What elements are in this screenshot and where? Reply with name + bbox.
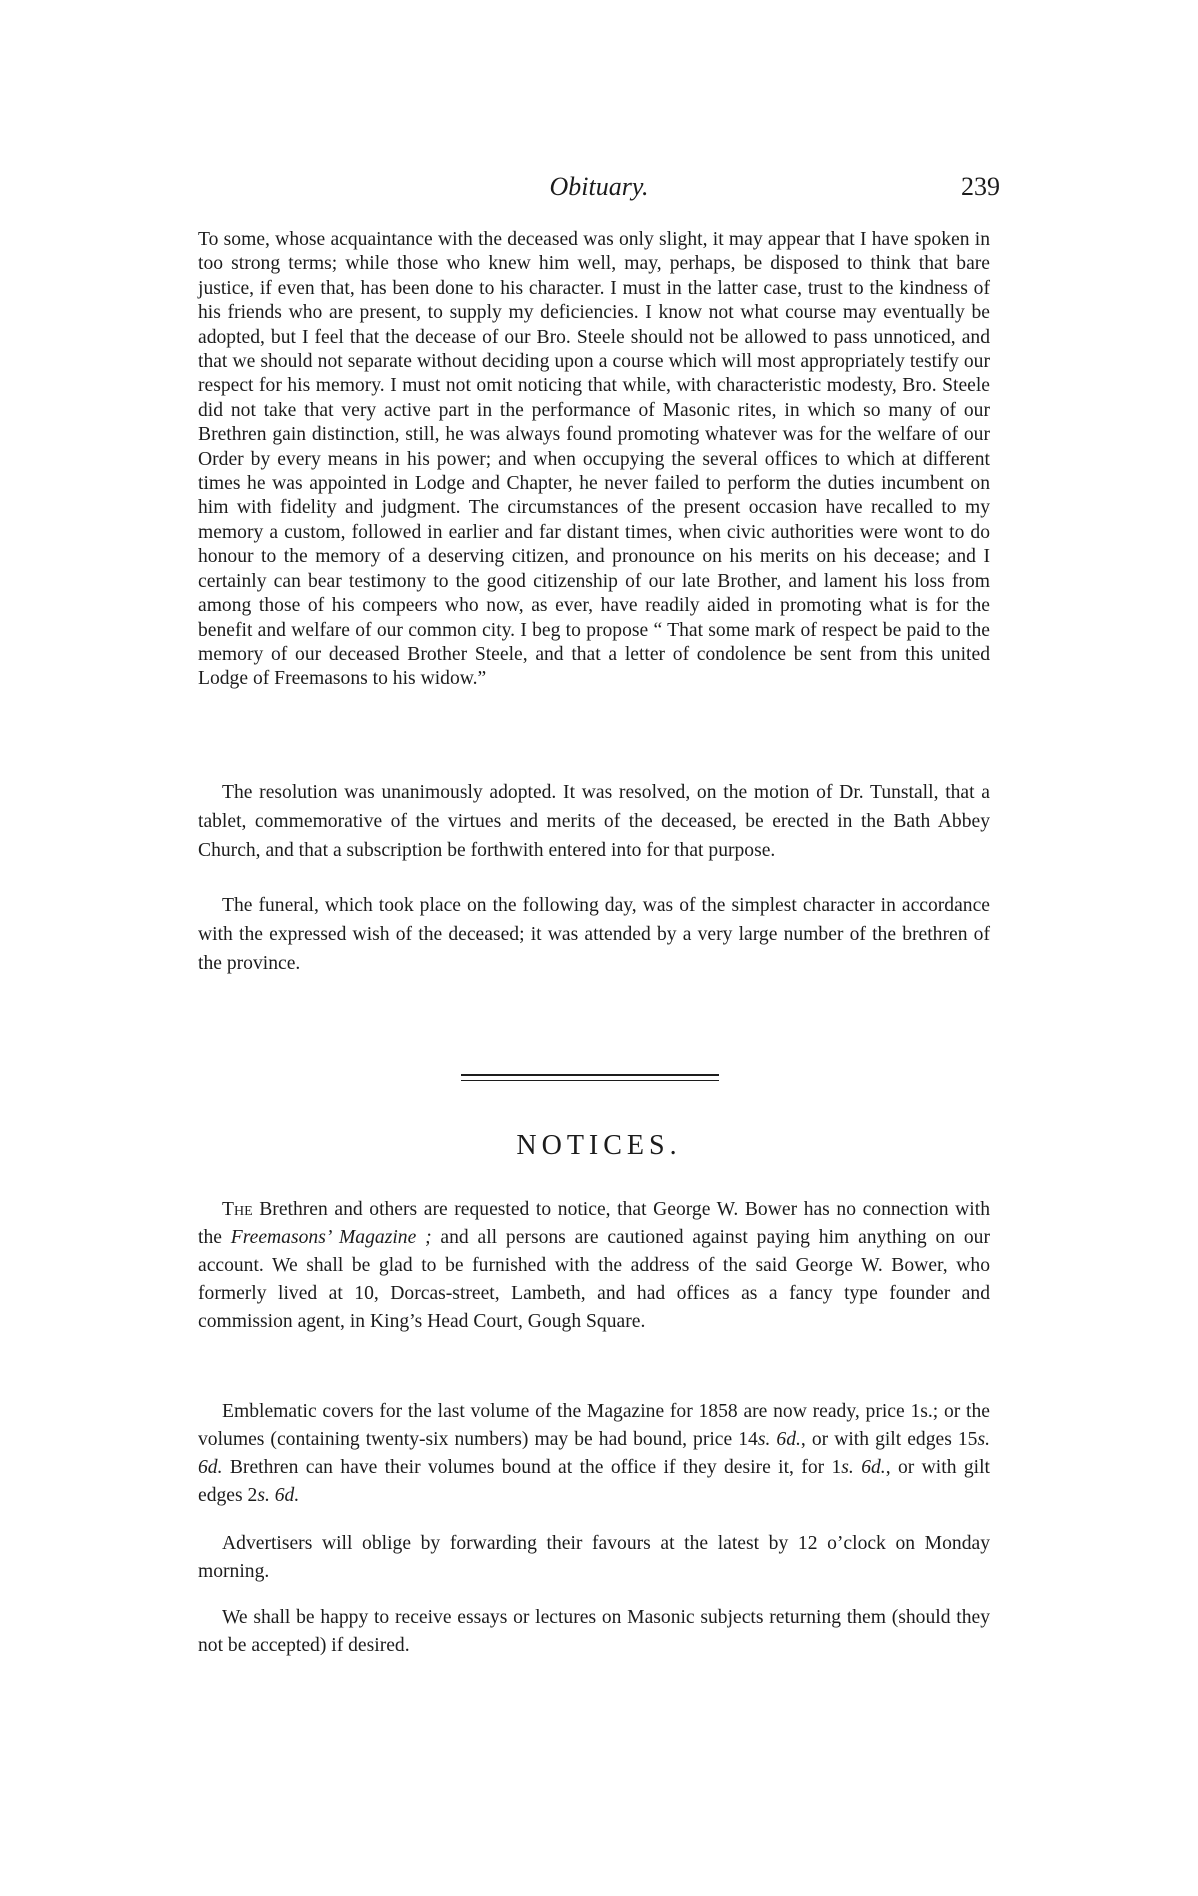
running-title: Obituary. <box>549 172 649 201</box>
notice-text: Advertisers will oblige by forwarding their favours at the latest by 12 o’clock on Monday morning. <box>198 1533 990 1582</box>
notice-text-segment: Brethren and others are requested to notice, that George W. Bower has no connection with the <box>198 1199 990 1248</box>
price-pence: 6d. <box>861 1457 886 1478</box>
obituary-paragraph-2 <box>198 778 990 865</box>
notice-advertisers <box>198 1530 990 1586</box>
price-pence: 6d. <box>198 1457 223 1478</box>
price-shillings: s. <box>841 1457 854 1478</box>
obituary-paragraph-1 <box>198 228 990 692</box>
obituary-text: The resolution was unanimously adopted. It was resolved, on the motion of Dr. Tunstall, that a tablet, commemorative of the virtues and merits of the deceased, be erected in the Bath Abbey Church, and that a subscription be forthwith entered into for that purpose. <box>198 782 990 861</box>
page-header <box>0 172 1198 212</box>
obituary-text: The funeral, which took place on the following day, was of the simplest character in accordance with the expressed wish of the deceased; it was attended by a very large number of the brethren of the province. <box>198 895 990 974</box>
price-pence: 6d. <box>274 1485 300 1506</box>
notice-text <box>198 1398 990 1510</box>
price-pence: 6d. <box>776 1429 801 1450</box>
notice-text-segment: Emblematic covers for the last volume of the Magazine for 1858 are now ready, price 1s.; or the volumes (containing twenty-six numbers) may be had bound, price 14 <box>198 1401 990 1450</box>
price-shillings: s. <box>257 1485 270 1506</box>
magazine-title: Freemasons’ Magazine ; <box>230 1227 432 1248</box>
notice-essays <box>198 1604 990 1660</box>
notice-text-segment: and all persons are cautioned against paying him anything on our account. We shall be glad to be furnished with the address of the said George W. Bower, who formerly lived at 10, Dorcas-street, Lambeth, and had offices as a fancy type founder and commission agent, in King’s Head Court, Gough Square. <box>198 1227 991 1332</box>
notice-bower <box>198 1196 990 1336</box>
notice-text-segment: Brethren can have their volumes bound at the office if they desire it, for 1 <box>222 1457 842 1478</box>
price-shillings: s. <box>757 1429 771 1450</box>
notice-covers <box>198 1398 990 1510</box>
notice-text-segment: , or with gilt edges 15 <box>800 1429 978 1450</box>
notice-lead: The <box>222 1199 253 1220</box>
notice-text: We shall be happy to receive essays or lectures on Masonic subjects returning them (should they not be accepted) if desired. <box>198 1607 990 1656</box>
section-divider <box>461 1074 719 1085</box>
notices-heading: NOTICES. <box>516 1130 682 1161</box>
page-number: 239 <box>961 172 1000 201</box>
divider-rule <box>461 1080 719 1081</box>
notice-text <box>198 1196 990 1336</box>
notice-text-segment: , or with gilt edges 2 <box>198 1457 990 1506</box>
obituary-text: To some, whose acquaintance with the deceased was only slight, it may appear that I have spoken in too strong terms; while those who knew him well, may, perhaps, be disposed to think that bare justice, if even that, has been done to his character. I must in the latter case, trust to the kindness of his friends who are present, to supply my deficiencies. I know not what course may eventually be adopted, but I feel that the decease of our Bro. Steele should not be allowed to pass unnoticed, and that we should not separate without deciding upon a course which will most appropriately testify our respect for his memory. I must not omit noticing that while, with characteristic modesty, Bro. Steele did not take that very active part in the performance of Masonic rites, in which so many of our Brethren gain distinction, still, he was always found promoting whatever was for the welfare of our Order by every means in his power; and when occupying the several offices to which at different times he was appointed in Lodge and Chapter, he never failed to perform the duties incumbent on him with fidelity and judgment. The circumstances of the present occasion have recalled to my memory a custom, followed in earlier and far distant times, when civic authorities were wont to do honour to the memory of a deserving citizen, and pronounce on his merits on his decease; and I certainly can bear testimony to the good citizenship of our late Brother, and lament his loss from among those of his compeers who now, as ever, have readily aided in promoting what is for the benefit and welfare of our common city. I beg to propose “ That some mark of respect be paid to the memory of our deceased Brother Steele, and that a letter of condolence be sent from this united Lodge of Freemasons to his widow.” <box>198 229 990 690</box>
price-shillings: s. <box>977 1429 991 1450</box>
obituary-paragraph-3 <box>198 891 990 978</box>
divider-rule <box>461 1074 719 1076</box>
